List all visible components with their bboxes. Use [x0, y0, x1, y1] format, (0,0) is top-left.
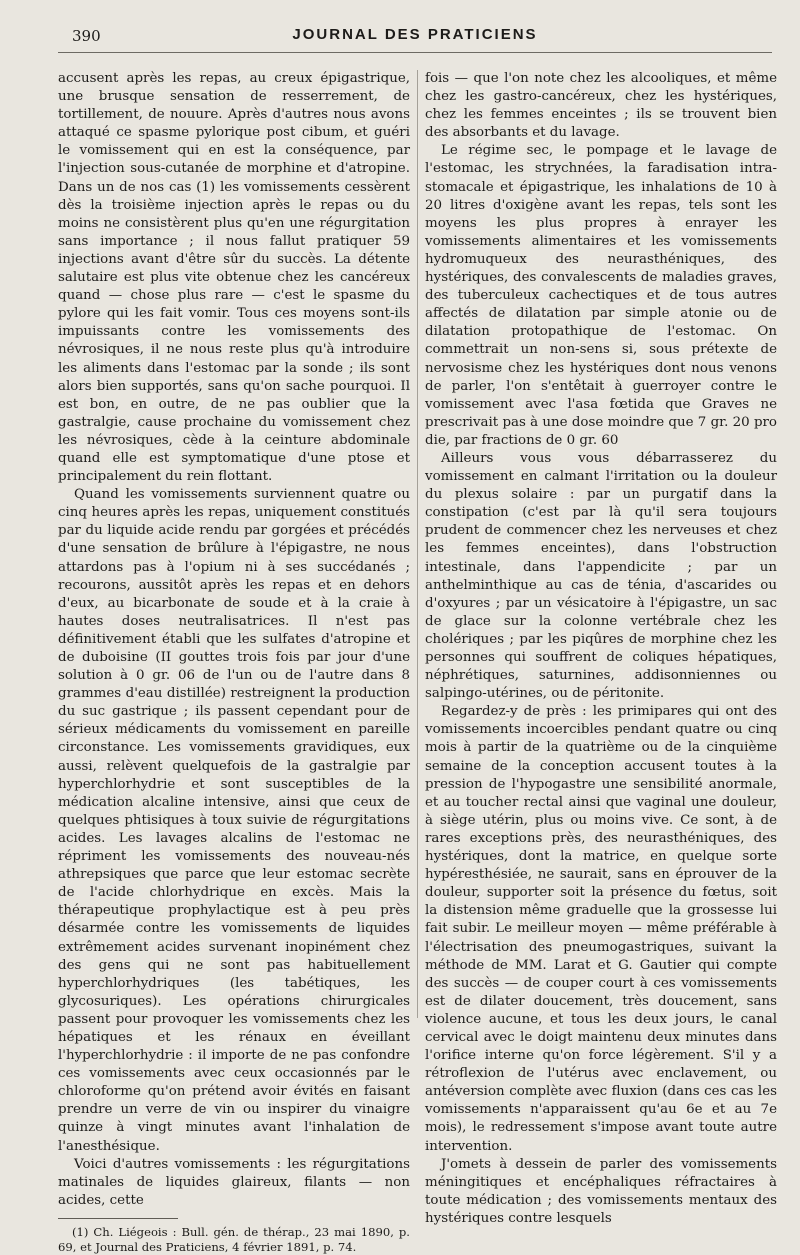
footnote-rule [58, 1218, 178, 1219]
right-column [425, 70, 777, 1228]
running-head: JOURNAL DES PRATICIENS [292, 26, 538, 43]
left-column [58, 70, 410, 1255]
footnote: (1) Ch. Liégeois : Bull. gén. de thérap., 23 mai 1890, p. 69, et Journal des Praticiens, 4 février 1891, p. 74. [58, 1224, 410, 1254]
page-header [58, 22, 772, 53]
paragraph: Quand les vomissements surviennent quatre ou cinq heures après les repas, uniquement constitués par du liquide acide rendu par gorgées et précédés d'une sensation de brûlure à l'épigastre, ne nous attardons pas à l'opium ni à ses succédanés ; recourons, aussitôt après les repas et en dehors d'eux, au bicarbonate de soude et à la craie à hautes doses neutralisatrices. Il n'est pas définitivement établi que les sulfates d'atropine et de duboisine (II gouttes trois fois par jour d'une solution à 0 gr. 06 de l'un ou de l'autre dans 8 grammes d'eau distillée) restreignent la production du suc gastrique ; ils passent cependant pour de sérieux médicaments du vomissement en pareille circonstance. Les vomissements gravidiques, eux aussi, relèvent quelquefois de la gastralgie par hyperchlorhydrie et sont susceptibles de la médication alcaline intensive, ainsi que ceux de quelques phtisiques à toux suivie de régurgitations acides. Les lavages alcalins de l'estomac ne répriment les vomissements des nouveau-nés athrepsiques que parce que leur estomac secrète de l'acide chlorhydrique en excès. Mais la thérapeutique prophylactique est à peu près désarmée contre les vomissements de liquides extrêmement acides survenant inopinément chez des gens qui ne sont pas habituellement hyperchlorhydriques (les tabétiques, les glycosuriques). Les opérations chirurgicales passent pour provoquer les vomissements chez les hépatiques et les rénaux en éveillant l'hyperchlorhydrie : il importe de ne pas confondre ces vomissements avec ceux occasionnés par le chloroforme qu'on prétend avoir évités en faisant prendre un verre de vin ou inspirer du vinaigre quinze à vingt minutes avant l'inhalation de l'anesthésique. [58, 487, 410, 1154]
paragraph: Ailleurs vous vous débarrasserez du vomissement en calmant l'irritation ou la douleur du plexus solaire : par un purgatif dans la constipation (c'est par là qu'il sera toujours prudent de commencer chez les nerveuses et chez les femmes enceintes), dans l'obstruction intestinale, dans l'appendicite ; par un anthelminthique au cas de ténia, d'ascarides ou d'oxyures ; par un vésicatoire à l'épigastre, un sac de glace sur la colonne vertébrale chez les cholériques ; par les piqûres de morphine chez les personnes qui souffrent de coliques hépatiques, néphrétiques, saturnines, addisonniennes ou salpingo-utérines, ou de péritonite. [425, 450, 777, 702]
paragraph: Le régime sec, le pompage et le lavage de l'estomac, les strychnées, la faradisation intra-stomacale et épigastrique, les inhalations de 10 à 20 litres d'oxigène avant les repas, tels sont les moyens les plus propres à enrayer les vomissements alimentaires et les vomissements hydromuqueux des neurasthéniques, des hystériques, des convalescents de maladies graves, des tuberculeux cachectiques et de tous autres affectés de dilatation par simple atonie ou de dilatation protopathique de l'estomac. On commettrait un non-sens si, sous prétexte de nervosisme chez les hystériques dont nous venons de parler, l'on s'entêtait à guerroyer contre le vomissement avec l'asa fœtida que Graves ne prescrivait pas à une dose moindre que 7 gr. 20 pro die, par fractions de 0 gr. 60 [425, 143, 777, 448]
paragraph: Voici d'autres vomissements : les régurgitations matinales de liquides glaireux, filants — non acides, cette [58, 1156, 410, 1208]
paragraph: Regardez-y de près : les primipares qui ont des vomissements incoercibles pendant quatre ou cinq mois à partir de la quatrième ou de la cinquième semaine de la conception accusent toutes à la pression de l'hypogastre une sensibilité anormale, et au toucher rectal ainsi que vaginal une douleur, à siège utérin, plus ou moins vive. Ce sont, à de rares exceptions près, des neurasthéniques, des hystériques, dont la matrice, en quelque sorte hypéresthésiée, ne saurait, sans en éprouver de la douleur, supporter soit la présence du fœtus, soit la distension même graduelle que la grossesse lui fait subir. Le meilleur moyen — même préférable à l'électrisation des pneumogastriques, suivant la méthode de MM. Larat et G. Gautier qui compte des succès — de couper court à ces vomissements est de dilater doucement, très doucement, sans violence aucune, et tous les deux jours, le canal cervical avec le doigt maintenu deux minutes dans l'orifice interne qu'on force légèrement. S'il y a rétroflexion de l'utérus avec enclavement, ou antéversion complète avec fluxion (dans ces cas les vomissements n'apparaissent qu'au 6e et au 7e mois), le redressement s'impose avant toute autre intervention. [425, 704, 777, 1154]
paragraph: fois — que l'on note chez les alcooliques, et même chez les gastro-cancéreux, chez les hystériques, chez les femmes enceintes ; ils se trouvent bien des absorbants et du lavage. [425, 71, 777, 141]
paragraph: accusent après les repas, au creux épigastrique, une brusque sensation de resserrement, de tortillement, de nouure. Après d'autres nous avons attaqué ce spasme pylorique post cibum, et guéri le vomissement qui en est la conséquence, par l'injection sous-cutanée de morphine et d'atropine. Dans un de nos cas (1) les vomissements cessèrent dès la troisième injection après le repas ou du moins ne consistèrent plus qu'en une régurgitation sans importance ; il nous fallut pratiquer 59 injections avant d'être sûr du succès. La détente salutaire est plus vite obtenue chez les cancéreux quand — chose plus rare — c'est le spasme du pylore qui les fait vomir. Tous ces moyens sont-ils impuissants contre les vomissements des névrosiques, il ne nous reste plus qu'à introduire les aliments dans l'estomac par la sonde ; ils sont alors bien supportés, sans qu'on sache pourquoi. Il est bon, en outre, de ne pas oublier que la gastralgie, cause prochaine du vomissement chez les névrosiques, cède à la ceinture abdominale quand elle est symptomatique d'une ptose et principalement du rein flottant. [58, 71, 410, 485]
column-divider [417, 70, 418, 1018]
page-number: 390 [72, 27, 101, 45]
paragraph: J'omets à dessein de parler des vomissements méningitiques et encéphaliques réfractaires à toute médication ; des vomissements mentaux des hystériques contre lesquels [425, 1156, 777, 1226]
